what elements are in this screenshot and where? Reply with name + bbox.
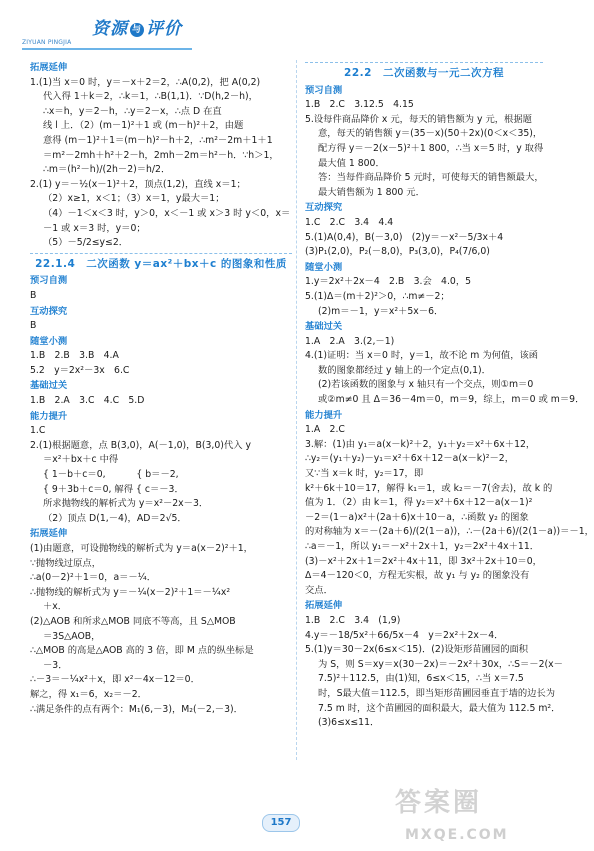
answer-line: ∴y₂＝(y₁＋y₂)－y₁＝x²＋6x＋12－a(x－k)²－2，: [305, 453, 515, 465]
answer-line: 7.5)²＋112.5，由(1)知，6≤x＜15，∴当 x＝7.5: [318, 673, 524, 685]
page-header: [22, 18, 542, 52]
answer-line: ∴a＝－1，所以 y₁＝－x²＋2x＋1，y₂＝2x²＋4x＋11．: [305, 541, 540, 552]
answer-line: 5.(1)Δ＝(m＋2)²＞0，∴m≠－2；: [305, 290, 450, 302]
answer-line: 数的图象都经过 y 轴上的一个定点(0,1)．: [318, 364, 491, 376]
logo: [92, 19, 182, 39]
answer-line: (1)由题意，可设抛物线的解析式为 y＝a(x－2)²＋1，: [30, 543, 253, 554]
page-number: 157: [262, 814, 300, 832]
answer-line: 4.(1)证明：当 x＝0 时，y＝1，故不论 m 为何值，该函: [305, 350, 539, 362]
answer-line: (2)若该函数的图象与 x 轴只有一个交点，则①m＝0: [318, 379, 534, 391]
answer-line: （5）－5/2≤y≤2．: [43, 237, 129, 249]
subsection-heading: 预习自测: [305, 84, 343, 96]
left-column: [30, 60, 292, 717]
answer-line: B: [30, 289, 37, 301]
subsection-heading: 预习自测: [30, 275, 68, 287]
answer-line: 2.(1)根据题意，点 B(3,0)，A(－1,0)，B(3,0)代入 y: [30, 439, 251, 451]
answer-line: 所求抛物线的解析式为 y＝x²－2x－3．: [43, 498, 209, 510]
answer-line: 或②m≠0 且 Δ＝36－4m＝0，m＝9，综上，m＝0 或 m＝9．: [318, 394, 585, 406]
answer-line: 值为 1．（2）由 k＝1，得 y₂＝x²＋6x＋12－a(x－1)²: [305, 497, 533, 509]
answer-line: 解之，得 x₁＝6，x₂＝－2．: [30, 688, 147, 700]
answer-line: ∴△MOB 的高是△AOB 高的 3 倍，即 M 点的纵坐标是: [30, 645, 254, 657]
answer-line: 4.y＝－18/5x²＋66/5x－4 y＝2x²＋2x－4．: [305, 629, 504, 641]
answer-line: 1.B 2.C 3.4 (1,9): [305, 614, 401, 626]
answer-line: Δ＝4－120＜0，方程无实根，故 y₁ 与 y₂ 的图象没有: [305, 570, 530, 582]
answer-line: 5.(1)y＝30－2x(6≤x＜15)．(2)设矩形苗圃园的面积: [305, 644, 529, 656]
answer-line: ∴x＝h，y＝2－h，∴y＝2－x，∴点 D 在直: [43, 105, 222, 117]
answer-line: 1.(1)当 x＝0 时，y＝－x＋2＝2，∴A(0,2)，把 A(0,2): [30, 76, 261, 88]
answer-line: 1.C 2.C 3.4 4.4: [305, 216, 394, 228]
answer-line: 又∵当 x＝k 时，y₂＝17，即: [305, 468, 424, 480]
answer-line: (3)－x²＋2x＋1＝2x²＋4x＋11，即 3x²＋2x＋10＝0，: [305, 555, 542, 567]
answer-line: ∵抛物线过原点，: [30, 557, 101, 569]
answer-line: 线 l 上．（2）(m－1)²＋1 或 (m－h)²＋2，由题: [43, 120, 244, 132]
section-title: 22.2 二次函数与一元二次方程: [305, 62, 543, 81]
answer-line: ∴满足条件的点有两个：M₁(6,－3)，M₂(－2,－3)．: [30, 703, 243, 715]
subsection-heading: 互动探究: [30, 305, 68, 317]
answer-line: 交点．: [305, 584, 333, 596]
answer-line: 时，S最大值＝112.5，即当矩形苗圃园垂直于墙的边长为: [318, 687, 556, 699]
answer-line: 的对称轴为 x＝－(2a＋6)/(2(1－a))，∴－(2a＋6)/(2(1－a))＝－1，: [305, 526, 594, 538]
answer-line: 代入得 1＋k＝2，∴k＝1，∴B(1,1)．∵D(h,2－h)，: [43, 91, 258, 103]
answer-line: 意，每天的销售额 y＝(35－x)(50＋2x)(0＜x＜35)，: [318, 128, 543, 140]
section-title: 22.1.4 二次函数 y＝ax²＋bx＋c 的图象和性质: [30, 253, 292, 272]
answer-line: (2)△AOB 和所求△MOB 同底不等高，且 S△MOB: [30, 615, 236, 627]
answer-line: k²＋6k＋10＝17，解得 k₁＝1，或 k₂＝－7(舍去)，故 k 的: [305, 482, 553, 494]
logo-text-1: 资源: [92, 19, 128, 39]
answer-line: （2）x≥1，x＜1；（3）x＝1，y最大＝1；: [43, 193, 225, 205]
answer-line: （4）－1＜x＜3 时，y＞0，x＜－1 或 x＞3 时 y＜0，x＝: [43, 207, 291, 219]
answer-line: －1 或 x＝3 时，y＝0；: [43, 222, 146, 234]
answer-line: 意得 (m－1)²＋1＝(m－h)²－h＋2，∴m²－2m＋1＋1: [43, 134, 273, 146]
subsection-heading: 拓展延伸: [305, 600, 343, 612]
answer-line: 配方得 y＝－2(x－5)²＋1 800，∴当 x＝5 时，y 取得: [318, 142, 544, 154]
watermark-url: MXQE.COM: [405, 827, 509, 843]
answer-line: －2＝(1－a)x²＋(2a＋6)x＋10－a，∴函数 y₂ 的图象: [305, 511, 529, 523]
answer-line: ∴m＝(h²－h)/(2h－2)＝h/2．: [43, 164, 171, 176]
answer-line: 1.B 2.B 3.B 4.A: [30, 350, 119, 362]
answer-line: 1.B 2.A 3.C 4.C 5.D: [30, 395, 145, 407]
answer-line: ＝m²－2mh＋h²＋2－h，2mh－2m＝h²－h．∵h＞1，: [43, 149, 279, 161]
answer-line: 5.(1)A(0,4)，B(－3,0) (2)y＝－x²－5/3x＋4: [305, 231, 504, 243]
answer-line: 7.5 m 时，这个苗圃园的面积最大，最大值为 112.5 m²．: [318, 702, 561, 714]
right-column: [305, 60, 594, 731]
logo-english: ZIYUAN PINGJIA: [22, 39, 72, 46]
column-divider: [296, 60, 297, 760]
answer-line: 最大值 1 800．: [318, 157, 385, 169]
header-rule: [22, 48, 192, 50]
answer-line: 1.A 2.A 3.(2,－1): [305, 335, 395, 347]
logo-text-2: 评价: [146, 19, 182, 39]
answer-line: (3)6≤x≤11．: [318, 717, 380, 729]
subsection-heading: 拓展延伸: [30, 62, 68, 73]
answer-line: 答：当每件商品降价 5 元时，可使每天的销售额最大，: [318, 172, 544, 184]
subsection-heading: 随堂小测: [305, 261, 343, 273]
subsection-heading: 基础过关: [305, 321, 343, 333]
answer-line: B: [30, 320, 37, 332]
answer-line: 1.B 2.C 3.12.5 4.15: [305, 99, 414, 111]
subsection-heading: 随堂小测: [30, 335, 68, 347]
watermark-text: 答案圈: [395, 788, 483, 818]
answer-line: 2.(1) y＝－½(x－1)²＋2，顶点(1,2)，直线 x＝1；: [30, 178, 246, 190]
answer-line: ＝3S△AOB，: [43, 630, 101, 642]
subsection-heading: 基础过关: [30, 380, 68, 392]
answer-line: { 9＋3b＋c＝0, 解得 { c＝－3．: [43, 483, 184, 495]
answer-line: ∴抛物线的解析式为 y＝－¼(x－2)²＋1＝－¼x²: [30, 586, 231, 598]
answer-line: 5.2 y＝2x²－3x 6.C: [30, 364, 130, 376]
watermark: [395, 788, 545, 846]
subsection-heading: 能力提升: [305, 409, 343, 421]
subsection-heading: 互动探究: [305, 202, 343, 214]
answer-line: { 1－b＋c＝0, { b＝－2,: [43, 469, 179, 481]
answer-line: 1.A 2.C: [305, 424, 345, 436]
answer-line: 3.解：(1)由 y₁＝a(x－k)²＋2，y₁＋y₂＝x²＋6x＋12，: [305, 438, 536, 450]
answer-line: (3)P₁(2,0)，P₂(－8,0)，P₃(3,0)，P₄(7/6,0): [305, 246, 490, 258]
answer-line: 5.设每件商品降价 x 元，每天的销售额为 y 元，根据题: [305, 113, 532, 125]
answer-line: 1.C: [30, 425, 46, 437]
answer-line: ＝x²＋bx＋c 中得: [43, 454, 119, 466]
answer-line: （2）顶点 D(1,－4)，AD＝2√5．: [43, 512, 187, 524]
answer-line: ∴－3＝－¼x²＋x，即 x²－4x－12＝0．: [30, 674, 200, 686]
answer-line: 最大销售额为 1 800 元．: [318, 186, 425, 198]
answer-line: ＋x．: [43, 601, 68, 613]
answer-line: ∴a(0－2)²＋1＝0，a＝－¼．: [30, 572, 157, 584]
subsection-heading: 拓展延伸: [30, 528, 68, 540]
answer-line: －3．: [43, 659, 68, 671]
logo-mark-icon: 与: [131, 25, 142, 35]
answer-line: (2)m＝－1，y＝x²＋5x－6．: [318, 305, 444, 317]
answer-line: 1.y＝2x²＋2x－4 2.B 3.会 4.0，5: [305, 276, 472, 288]
answer-line: 为 S，则 S＝xy＝x(30－2x)＝－2x²＋30x，∴S＝－2(x－: [318, 658, 563, 670]
subsection-heading: 能力提升: [30, 410, 68, 422]
